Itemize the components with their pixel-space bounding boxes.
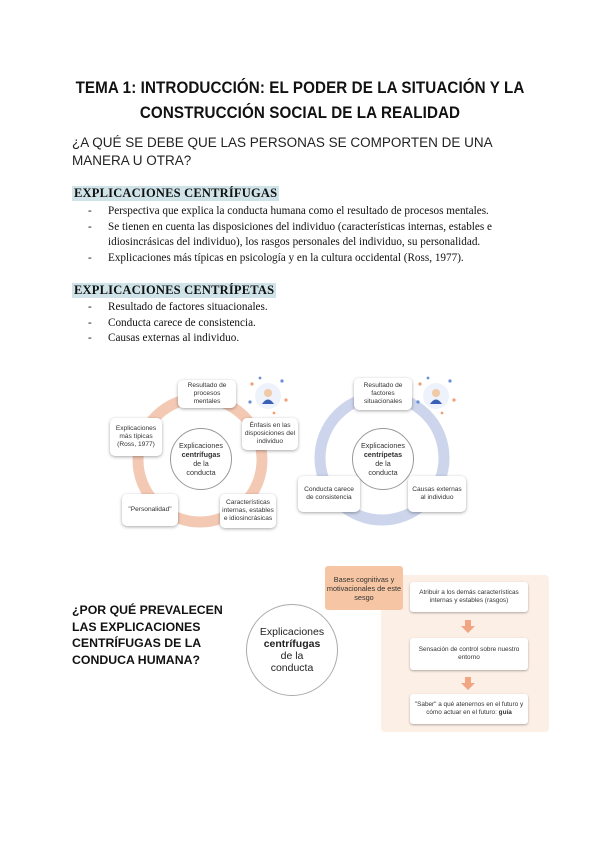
circle-line-4: conducta xyxy=(270,662,314,674)
centrifugas-list xyxy=(72,204,532,266)
box-carece-consistencia: Conducta carece de consistencia xyxy=(298,476,360,512)
circle-line-1: Explicaciones xyxy=(259,626,325,638)
why-question xyxy=(72,602,242,668)
centripetas-center xyxy=(352,428,414,490)
why-line-3: CENTRÍFUGAS DE LA xyxy=(72,636,202,650)
why-line-4: CONDUCA HUMANA? xyxy=(72,652,200,667)
box-procesos-mentales: Resultado de procesos mentales xyxy=(178,380,236,408)
box-caracteristicas: Características internas, estables e idiosincrásicas xyxy=(220,494,276,528)
center-label-bold: centrípetas xyxy=(363,450,403,459)
center-label-a: Explicaciones xyxy=(361,441,405,450)
title-line-2: CONSTRUCCIÓN SOCIAL DE LA REALIDAD xyxy=(139,104,461,122)
center-label-d: conducta xyxy=(186,468,216,477)
centrifugas-diagram xyxy=(108,366,304,538)
centrifugas-heading: EXPLICACIONES CENTRÍFUGAS xyxy=(74,186,278,200)
list-item: - Explicaciones más típicas en psicología y en la cultura occidental (Ross, 1977). xyxy=(72,251,532,267)
question-line-1: ¿A QUÉ SE DEBE QUE LAS PERSONAS SE COMPORTEN DE UNA xyxy=(72,135,493,150)
centripetas-list xyxy=(72,300,532,347)
why-line-1: ¿POR QUÉ PREVALECEN xyxy=(72,603,223,617)
centripetas-diagram xyxy=(296,366,470,534)
list-item: - Se tienen en cuenta las disposiciones del individuo (características internas, estables e idiosincrásicas del individuo), los rasgos personales del individuo, su personalidad. xyxy=(72,220,532,251)
center-label-d: conducta xyxy=(368,468,398,477)
main-question xyxy=(72,134,542,170)
flow-box-saber-text: "Saber" a qué atenernos en el futuro y cómo actuar en el futuro: xyxy=(414,701,524,716)
center-label-c: de la xyxy=(193,459,209,468)
document-title xyxy=(61,76,539,126)
center-label-a: Explicaciones xyxy=(179,441,223,450)
center-label-c: de la xyxy=(375,459,391,468)
centrifugas-circle xyxy=(246,604,338,696)
list-item: - Causas externas al individuo. xyxy=(72,331,532,347)
flow-head: Bases cognitivas y motivacionales de este sesgo xyxy=(325,566,403,610)
circle-line-2: centrífugas xyxy=(263,638,321,650)
title-line-1: TEMA 1: INTRODUCCIÓN: EL PODER DE LA SITUACIÓN Y LA xyxy=(75,79,525,97)
centripetas-heading: EXPLICACIONES CENTRÍPETAS xyxy=(74,283,275,297)
centrifugas-center xyxy=(170,428,232,490)
list-item: - Resultado de factores situacionales. xyxy=(72,300,532,316)
circle-line-3: de la xyxy=(280,650,304,662)
question-line-2: MANERA U OTRA? xyxy=(72,153,192,168)
list-item: - Conducta carece de consistencia. xyxy=(72,316,532,332)
arrow-down-icon xyxy=(461,677,475,690)
flow-box-saber-bold: guía xyxy=(498,709,512,716)
box-causas-externas: Causas externas al individuo xyxy=(408,476,466,512)
box-disposiciones: Énfasis en las disposiciones del individuo xyxy=(242,418,298,450)
flow-box-atribuir: Atribuir a los demás características internas y estables (rasgos) xyxy=(410,582,528,612)
box-factores-situacionales: Resultado de factores situacionales xyxy=(354,378,412,410)
center-label-bold: centrífugas xyxy=(181,450,221,459)
box-personalidad: "Personalidad" xyxy=(122,494,178,526)
people-icon xyxy=(248,377,287,415)
box-explicaciones-tipicas: Explicaciones más típicas (Ross, 1977) xyxy=(110,418,162,456)
flow-box-saber xyxy=(410,694,528,724)
why-line-2: LAS EXPLICACIONES xyxy=(72,619,201,634)
flow-box-control: Sensación de control sobre nuestro entorno xyxy=(410,638,528,670)
arrow-down-icon xyxy=(461,620,475,633)
list-item: - Perspectiva que explica la conducta humana como el resultado de procesos mentales. xyxy=(72,204,532,220)
